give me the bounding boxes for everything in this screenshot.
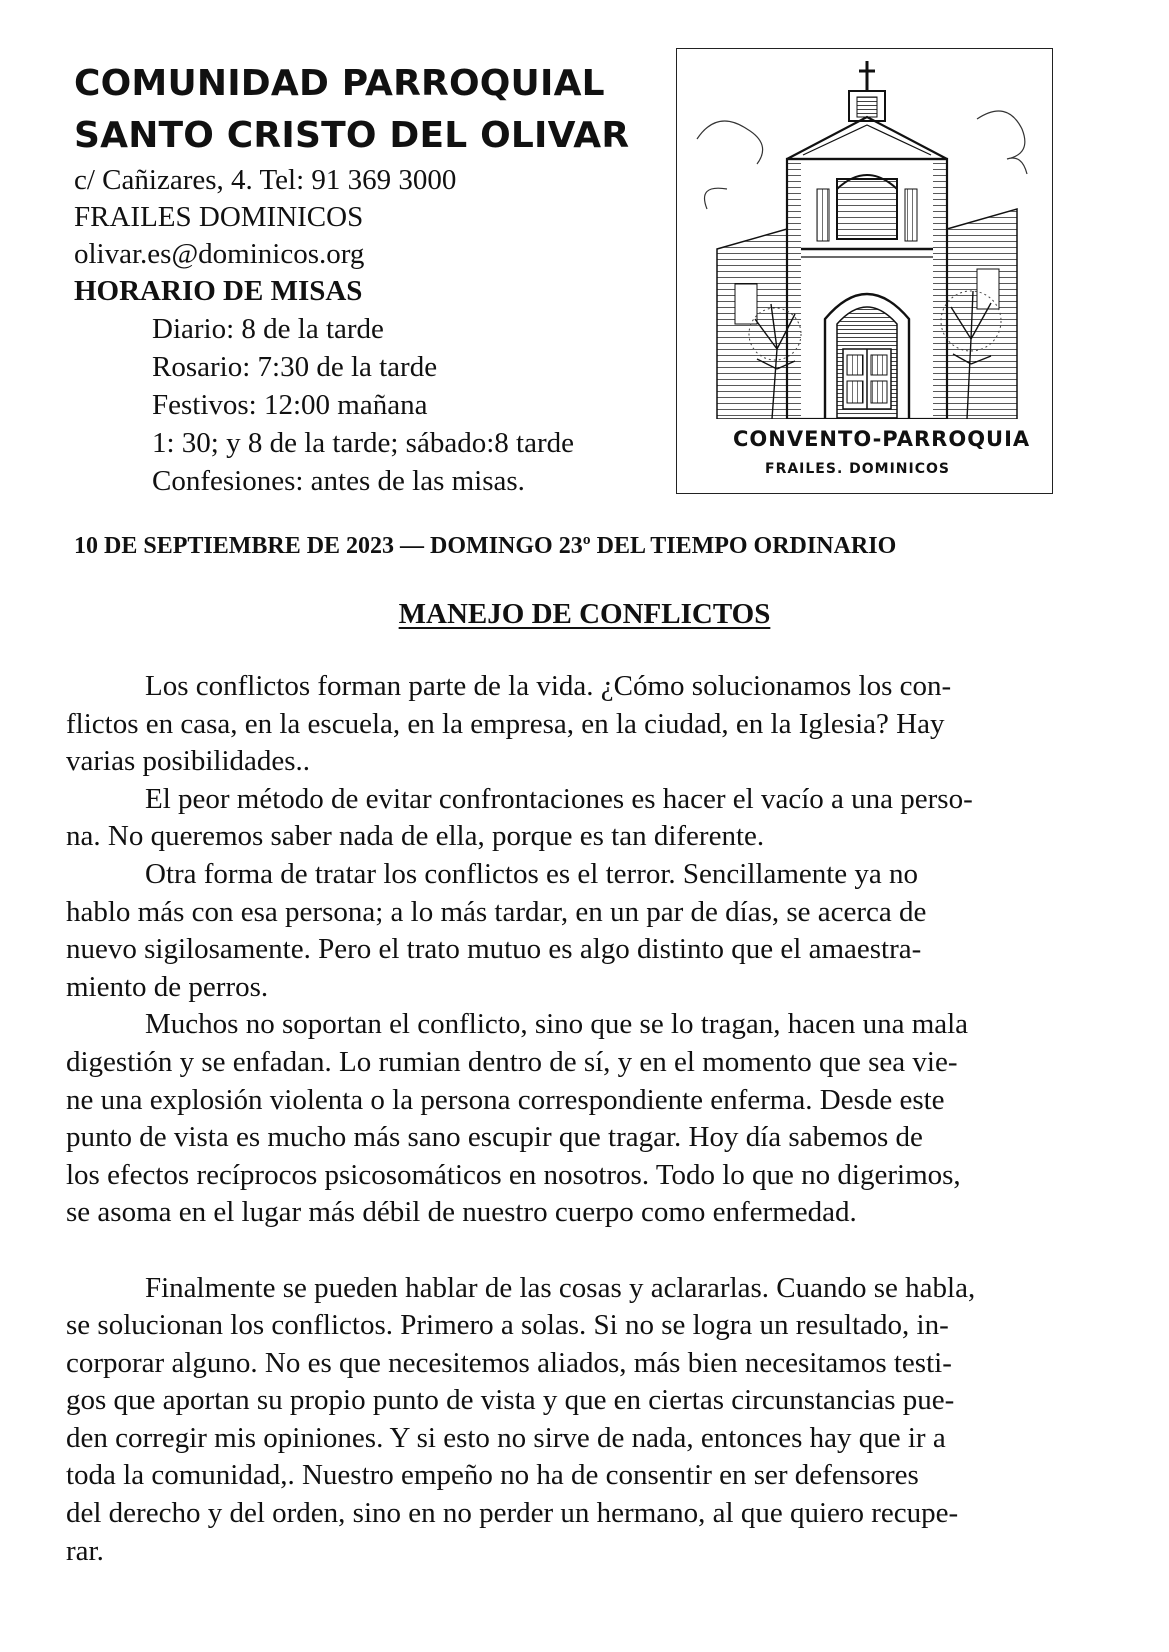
paragraph-line: del derecho y del orden, sino en no perder un hermano, al que quiero recupe- [66,1497,959,1530]
paragraph-line: Otra forma de tratar los conflictos es el terror. Sencillamente ya no [145,857,919,890]
mass-time-item: Confesiones: antes de las misas. [152,465,525,497]
paragraph-line: flictos en casa, en la escuela, en la empresa, en la ciudad, en la Iglesia? Hay [66,707,945,740]
paragraph-line: rar. [66,1534,104,1567]
parish-name-line1: COMUNIDAD PARROQUIAL [74,63,605,104]
church-illustration [676,48,1053,494]
paragraph-line: corporar alguno. No es que necesitemos aliados, más bien necesitamos testi- [66,1346,952,1379]
liturgical-date: 10 DE SEPTIEMBRE DE 2023 — DOMINGO 23º DEL TIEMPO ORDINARIO [74,533,897,559]
religious-order: FRAILES DOMINICOS [74,201,364,233]
mass-time-item: Rosario: 7:30 de la tarde [152,351,438,383]
paragraph-line: ne una explosión violenta o la persona correspondiente enferma. Desde este [66,1083,945,1116]
paragraph-line: Muchos no soportan el conflicto, sino que se lo tragan, hacen una mala [145,1008,969,1041]
paragraph-line: Finalmente se pueden hablar de las cosas y aclararlas. Cuando se habla, [145,1271,976,1304]
article-body [66,668,1106,1570]
paragraph-line: miento de perros. [66,970,269,1003]
illustration-caption: CONVENTO-PARROQUIA [733,427,1031,451]
mass-schedule-heading: HORARIO DE MISAS [74,275,363,307]
parish-email: olivar.es@dominicos.org [74,238,365,270]
paragraph-line: toda la comunidad,. Nuestro empeño no ha de consentir en ser defensores [66,1459,919,1492]
mass-time-item: Diario: 8 de la tarde [152,313,384,345]
church-drawing [677,49,1051,419]
paragraph-line: nuevo sigilosamente. Pero el trato mutuo es algo distinto que el amaestra- [66,933,922,966]
mass-time-item: 1: 30; y 8 de la tarde; sábado:8 tarde [152,427,574,459]
illustration-subcaption: FRAILES. DOMINICOS [765,461,950,477]
paragraph-line: den corregir mis opiniones. Y si esto no sirve de nada, entonces hay que ir a [66,1421,946,1454]
paragraph-line: digestión y se enfadan. Lo rumian dentro de sí, y en el momento que sea vie- [66,1045,958,1078]
paragraph-line: se asoma en el lugar más débil de nuestro cuerpo como enfermedad. [66,1196,857,1229]
paragraph-line: punto de vista es mucho más sano escupir que tragar. Hoy día sabemos de [66,1121,923,1154]
paragraph-line: varias posibilidades.. [66,745,311,778]
paragraph-line: hablo más con esa persona; a lo más tardar, en un par de días, se acerca de [66,895,927,928]
parish-header [74,58,674,500]
article-title-text: MANEJO DE CONFLICTOS [398,598,771,630]
paragraph-line: El peor método de evitar confrontaciones es hacer el vacío a una perso- [145,782,973,815]
parish-name-line2: SANTO CRISTO DEL OLIVAR [74,115,630,156]
paragraph-line: se solucionan los conflictos. Primero a solas. Si no se logra un resultado, in- [66,1309,949,1342]
paragraph-line: na. No queremos saber nada de ella, porque es tan diferente. [66,820,765,853]
mass-time-item: Festivos: 12:00 mañana [152,389,428,421]
parish-address: c/ Cañizares, 4. Tel: 91 369 3000 [74,164,457,196]
paragraph-line: gos que aportan su propio punto de vista y que en ciertas circunstancias pue- [66,1384,955,1417]
paragraph-line: Los conflictos forman parte de la vida. ¿Cómo solucionamos los con- [145,670,952,702]
mass-schedule-list [74,310,674,500]
article-title [0,596,1169,632]
paragraph-line: los efectos recíprocos psicosomáticos en nosotros. Todo lo que no digerimos, [66,1158,961,1191]
paragraph-spacer [66,1232,1106,1270]
